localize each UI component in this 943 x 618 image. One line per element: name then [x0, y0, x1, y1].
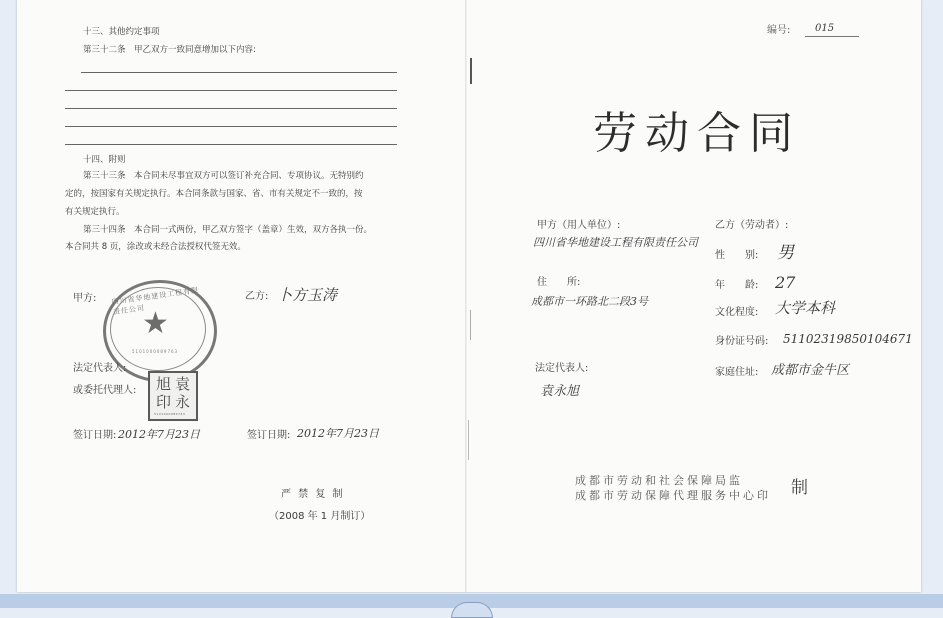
article-33-line1: 第三十三条 本合同未尽事宜双方可以签订补充合同、专项协议。无特别约: [83, 171, 364, 181]
page-fold: [465, 0, 467, 592]
blank-line: [65, 90, 397, 91]
blank-line: [81, 72, 397, 73]
seal-char: 印: [156, 393, 172, 411]
party-b-label: 乙方（劳动者）:: [715, 220, 789, 231]
legal-rep-label: 法定代表人:: [73, 363, 127, 374]
personal-seal: [148, 371, 198, 421]
company-seal-text: 四川省华地建设工程有限责任公司: [111, 286, 200, 317]
section14-title: 十四、附则: [83, 155, 126, 165]
party-b-label: 乙方:: [245, 291, 269, 302]
seal-char: 永: [175, 393, 191, 411]
education-label: 文化程度:: [715, 307, 759, 318]
blank-line: [65, 144, 397, 145]
fold-mark: [470, 310, 471, 340]
party-a-value: 四川省华地建设工程有限责任公司: [533, 236, 698, 249]
gender-label: 性 别:: [715, 250, 759, 261]
education-value: 大学本科: [775, 299, 836, 317]
personal-seal-code: 5101000089763: [154, 412, 186, 416]
sign-date-a-value: 2012年7月23日: [118, 428, 200, 441]
sign-date-b-label: 签订日期:: [247, 430, 291, 441]
seal-char: 旭: [156, 375, 172, 393]
issuer-line-1: 成都市劳动和社会保障局监: [575, 474, 743, 487]
section13-title: 十三、其他约定事项: [83, 27, 160, 37]
age-value: 27: [775, 273, 796, 292]
sign-date-a-label: 签订日期:: [73, 430, 117, 441]
article-33-line3: 有关规定执行。: [65, 207, 125, 217]
article-32: 第三十二条 甲乙双方一致同意增加以下内容:: [83, 45, 256, 55]
article-34-line2: 本合同共 8 页，涂改或未经合法授权代签无效。: [65, 242, 246, 252]
id-value: 51102319850104671: [783, 332, 913, 346]
home-address-label: 家庭住址:: [715, 367, 759, 378]
gender-value: 男: [777, 243, 794, 263]
fold-mark: [470, 58, 472, 84]
fold-mark: [468, 420, 469, 460]
star-icon: ★: [142, 306, 169, 341]
number-underline: [805, 36, 859, 37]
agent-label: 或委托代理人:: [73, 385, 137, 396]
legal-rep-value: 袁永旭: [540, 384, 580, 399]
blank-line: [65, 108, 397, 109]
home-address-value: 成都市金牛区: [771, 363, 850, 378]
legal-rep-label: 法定代表人:: [535, 363, 589, 374]
document-title: 劳动合同: [593, 108, 801, 159]
company-seal-code: 5101000089763: [132, 349, 179, 354]
address-value: 成都市一环路北二段3号: [531, 295, 648, 308]
viewer-page-tab[interactable]: [451, 602, 493, 618]
party-a-label: 甲方:: [73, 293, 97, 304]
party-a-label: 甲方（用人单位）:: [537, 220, 621, 231]
age-label: 年 龄:: [715, 280, 759, 291]
address-label: 住 所:: [537, 277, 581, 288]
party-b-signature: 卜方玉涛: [277, 286, 338, 304]
article-34-line1: 第三十四条 本合同一式两份，甲乙双方签字（盖章）生效，双方各执一份。: [83, 225, 373, 235]
sign-date-b-value: 2012年7月23日: [297, 427, 379, 440]
edition-note: （2008 年 1 月制订）: [269, 511, 371, 522]
scanned-document: [17, 0, 921, 592]
id-label: 身份证号码:: [715, 336, 769, 347]
number-label: 编号:: [767, 25, 791, 36]
issuer-line-2: 成都市劳动保障代理服务中心印: [575, 489, 771, 502]
no-copy-notice: 严 禁 复 制: [281, 489, 345, 500]
seal-char: 袁: [175, 375, 191, 393]
issuer-suffix: 制: [791, 478, 808, 498]
number-value: 015: [815, 23, 835, 34]
blank-line: [65, 126, 397, 127]
article-33-line2: 定的，按国家有关规定执行。本合同条款与国家、省、市有关规定不一致的，按: [65, 189, 363, 199]
